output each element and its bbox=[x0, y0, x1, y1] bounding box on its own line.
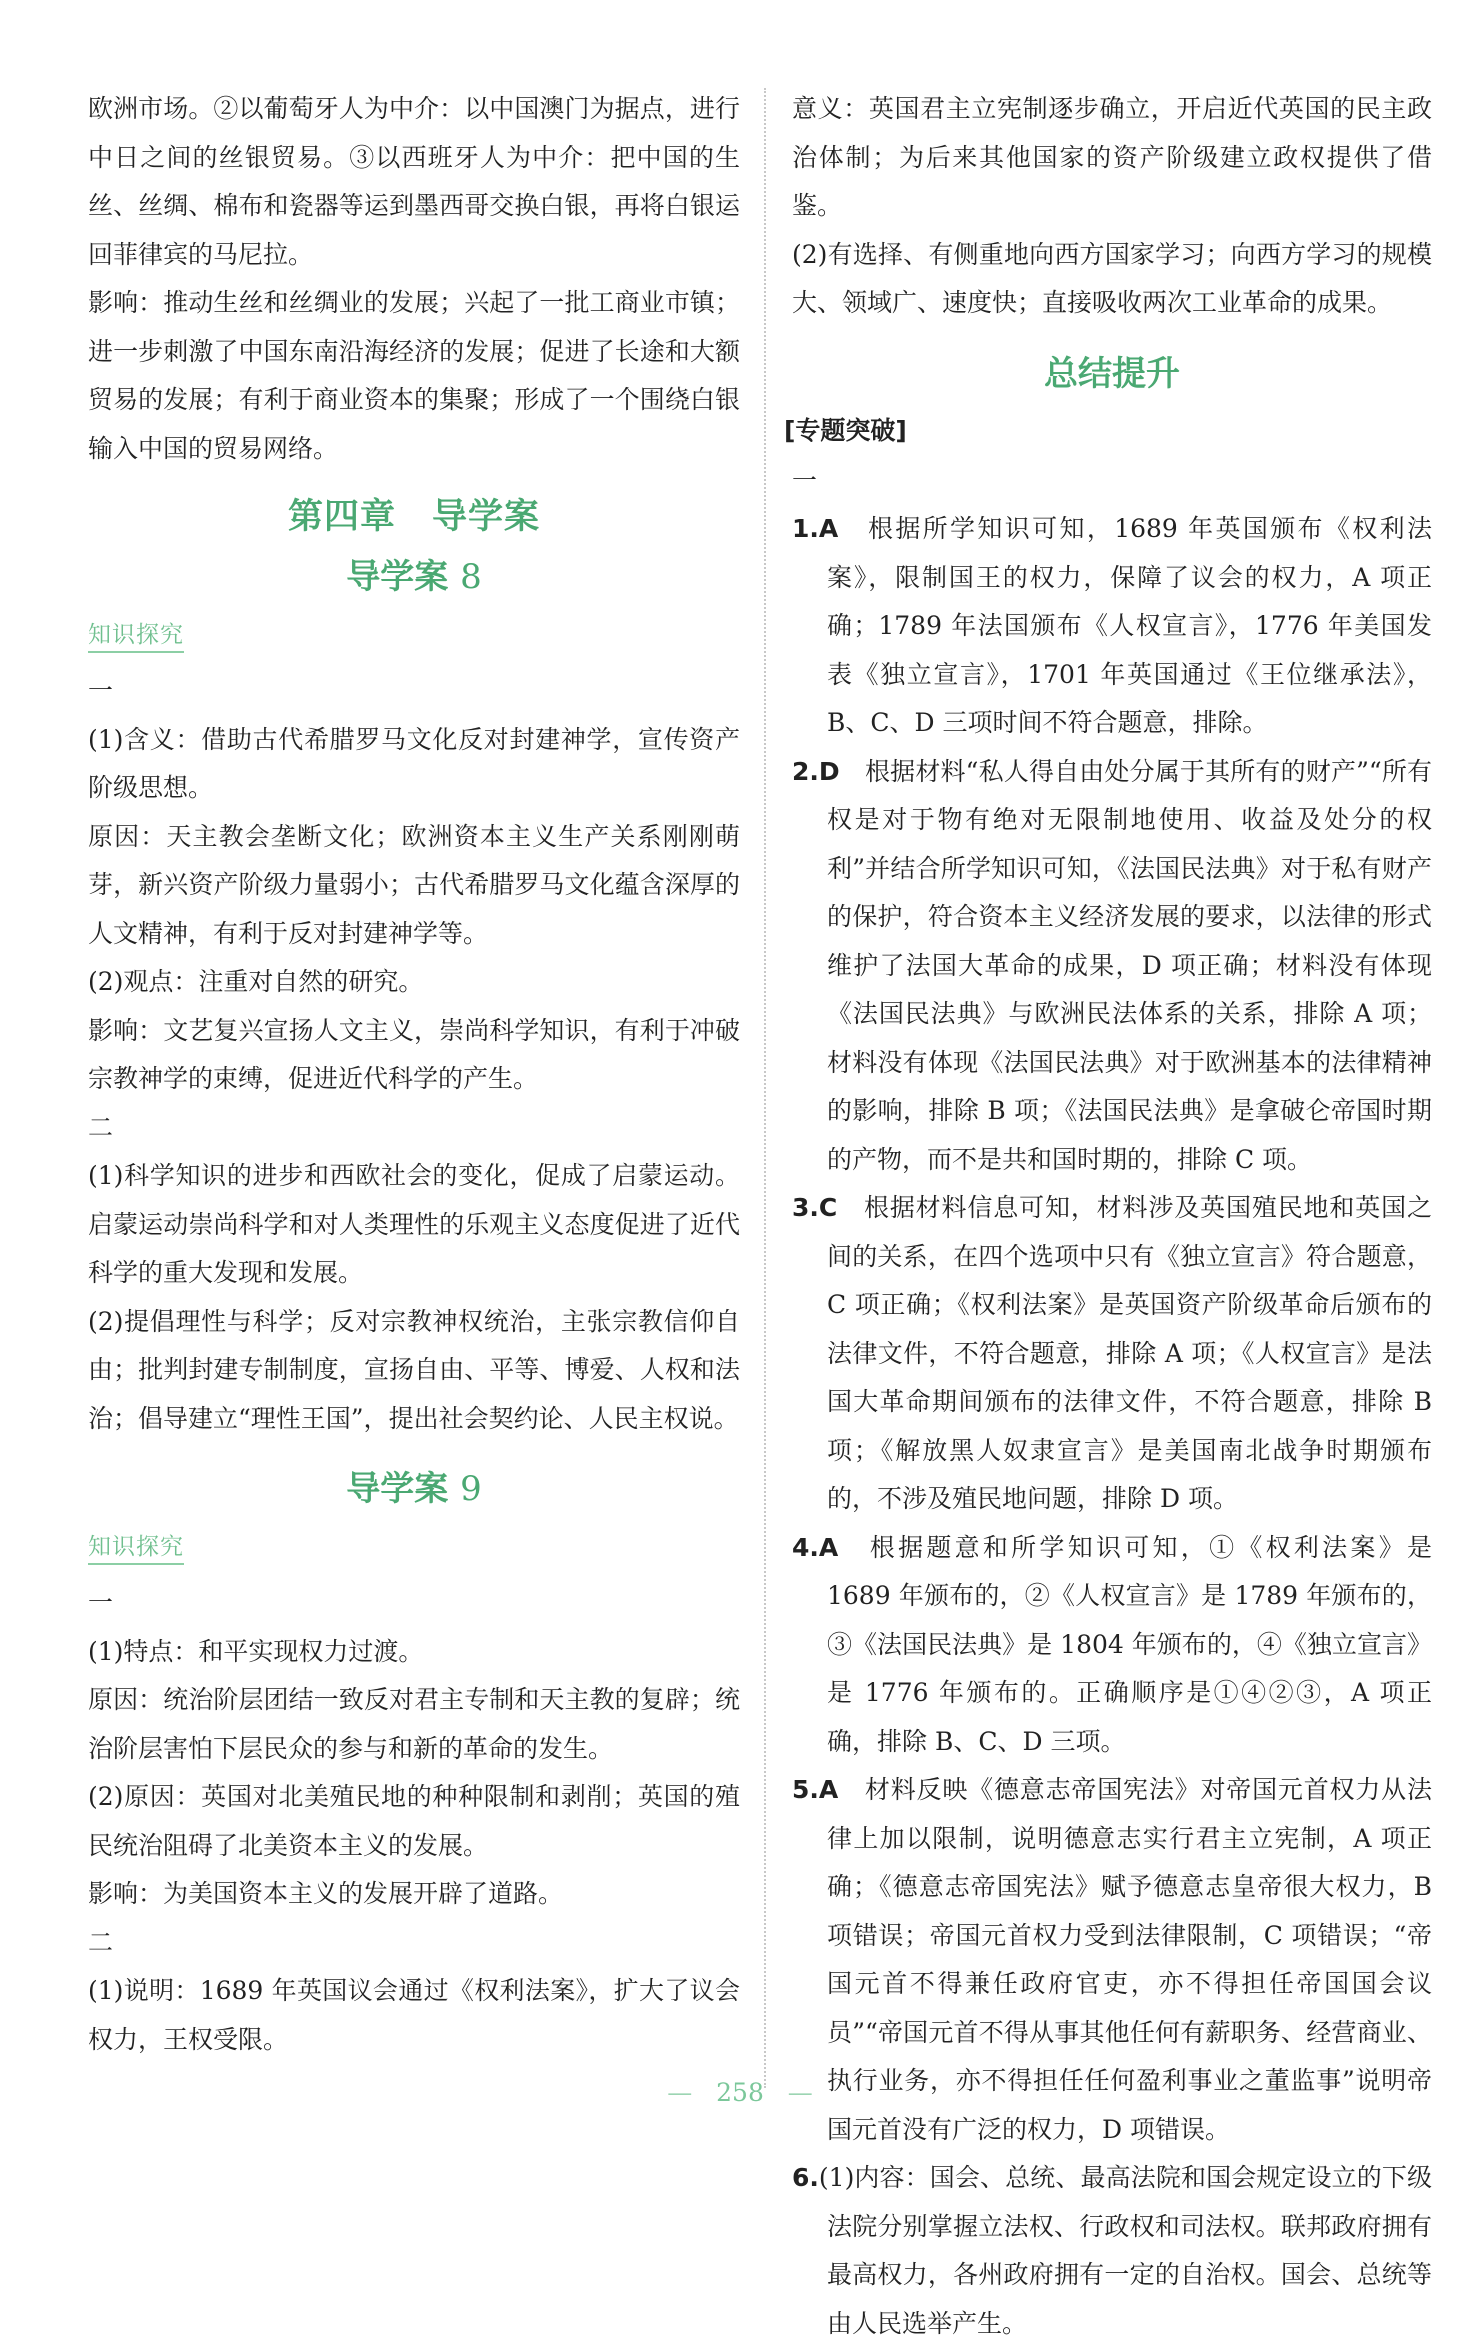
answer-number: 4.A bbox=[792, 1532, 839, 1562]
paragraph: 影响：推动生丝和丝绸业的发展；兴起了一批工商业市镇；进一步刺激了中国东南沿海经济的发展；促进了长途和大额贸易的发展；有利于商业资本的集聚；形成了一个围绕白银输入中国的贸易网络。 bbox=[88, 288, 740, 463]
paragraph: 影响：文艺复兴宣扬人文主义，崇尚科学知识，有利于冲破宗教神学的束缚，促进近代科学的产生。 bbox=[88, 1015, 740, 1093]
heading-number: 9 bbox=[460, 1469, 482, 1509]
section-heading-case-9 bbox=[88, 1461, 740, 1510]
page-number: 258 bbox=[716, 2078, 764, 2107]
paragraph: 原因：统治阶层团结一致反对君主专制和天主教的复辟；统治阶层害怕下层民众的参与和新的革命的发生。 bbox=[88, 1685, 740, 1763]
right-column bbox=[784, 85, 1432, 2348]
knowledge-tag: 知识探究 bbox=[88, 616, 184, 653]
summary-heading: 总结提升 bbox=[1044, 353, 1180, 394]
paragraph: (2)观点：注重对自然的研究。 bbox=[88, 967, 424, 996]
answer-text: 根据题意和所学知识可知，①《权利法案》是 1689 年颁布的，②《人权宣言》是 1789 年颁布的，③《法国民法典》是 1804 年颁布的，④《独立宣言》是 1776 年颁布的。正确顺序是①④②③，A 项正确，排除 B、C、D 三项。 bbox=[827, 1532, 1432, 1756]
answer-number: 2.D bbox=[792, 756, 840, 786]
answer-text: (1)内容：国会、总统、最高法院和国会规定设立的下级法院分别掌握立法权、行政权和司法权。联邦政府拥有最高权力，各州政府拥有一定的自治权。国会、总统等由人民选举产生。 bbox=[818, 2163, 1432, 2338]
answer-number: 3.C bbox=[792, 1193, 838, 1222]
paragraph: (1)含义：借助古代希腊罗马文化反对封建神学，宣传资产阶级思想。 bbox=[88, 724, 740, 802]
heading-text: 导学案 bbox=[346, 1469, 449, 1509]
footer-dash: — bbox=[667, 2078, 693, 2107]
answer-number: 5.A bbox=[792, 1775, 839, 1804]
paragraph: 欧洲市场。②以葡萄牙人为中介：以中国澳门为据点，进行中日之间的丝银贸易。③以西班牙人为中介：把中国的生丝、丝绸、棉布和瓷器等运到墨西哥交换白银，再将白银运回菲律宾的马尼拉。 bbox=[88, 94, 740, 269]
section-marker: 二 bbox=[88, 1927, 114, 1957]
section-marker: 二 bbox=[88, 1112, 114, 1142]
answer-item bbox=[792, 748, 1432, 1185]
paragraph: 意义：英国君主立宪制逐步确立，开启近代英国的民主政治体制；为后来其他国家的资产阶级建立政权提供了借鉴。 bbox=[792, 94, 1432, 220]
answer-text: 根据所学知识可知，1689 年英国颁布《权利法案》，限制国王的权力，保障了议会的权力，A 项正确；1789 年法国颁布《人权宣言》，1776 年美国发表《独立宣言》，1701 年英国通过《王位继承法》，B、C、D 三项时间不符合题意，排除。 bbox=[827, 514, 1432, 737]
paragraph: (2)原因：英国对北美殖民地的种种限制和剥削；英国的殖民统治阻碍了北美资本主义的发展。 bbox=[88, 1782, 740, 1860]
answer-number: 1.A bbox=[792, 514, 839, 543]
left-column bbox=[88, 85, 740, 2064]
section-marker: 一 bbox=[88, 1588, 114, 1617]
answer-item bbox=[792, 505, 1432, 748]
section-marker: 一 bbox=[792, 465, 818, 495]
chapter-title: 第四章 导学案 bbox=[287, 497, 540, 537]
page-number-footer bbox=[0, 2078, 1480, 2107]
paragraph: (1)特点：和平实现权力过渡。 bbox=[88, 1636, 424, 1666]
paragraph: (2)有选择、有侧重地向西方国家学习；向西方学习的规模大、领域广、速度快；直接吸收两次工业革命的成果。 bbox=[792, 239, 1432, 317]
heading-text: 导学案 bbox=[346, 557, 449, 597]
paragraph: 影响：为美国资本主义的发展开辟了道路。 bbox=[88, 1879, 564, 1908]
answer-item bbox=[792, 2154, 1432, 2348]
paragraph: 原因：天主教会垄断文化；欧洲资本主义生产关系刚刚萌芽，新兴资产阶级力量弱小；古代希腊罗马文化蕴含深厚的人文精神，有利于反对封建神学等。 bbox=[88, 821, 740, 948]
paragraph: (2)提倡理性与科学；反对宗教神权统治，主张宗教信仰自由；批判封建专制制度，宣扬自由、平等、博爱、人权和法治；倡导建立“理性王国”，提出社会契约论、人民主权说。 bbox=[88, 1306, 740, 1433]
footer-dash: — bbox=[787, 2078, 813, 2107]
answer-item bbox=[792, 1524, 1432, 1767]
answer-text: 材料反映《德意志帝国宪法》对帝国元首权力从法律上加以限制，说明德意志实行君主立宪制，A 项正确；《德意志帝国宪法》赋予德意志皇帝很大权力，B 项错误；帝国元首权力受到法律限制，C 项错误；“帝国元首不得兼任政府官吏，亦不得担任帝国国会议员”“帝国元首不得从事其他任何有薪职务、经营商业、执行业务，亦不得担任任何盈利事业之董监事”说明帝国元首没有广泛的权力，D 项错误。 bbox=[827, 1775, 1432, 2144]
answer-text: 根据材料“私人得自由处分属于其所有的财产”“所有权是对于物有绝对无限制地使用、收益及处分的权利”并结合所学知识可知，《法国民法典》对于私有财产的保护，符合资本主义经济发展的要求，以法律的形式维护了法国大革命的成果，D 项正确；材料没有体现《法国民法典》与欧洲民法体系的关系，排除 A 项；材料没有体现《法国民法典》对于欧洲基本的法律精神的影响，排除 B 项；《法国民法典》是拿破仑帝国时期的产物，而不是共和国时期的，排除 C 项。 bbox=[827, 756, 1432, 1174]
answer-number: 6. bbox=[792, 2163, 819, 2192]
answer-text: 根据材料信息可知，材料涉及英国殖民地和英国之间的关系，在四个选项中只有《独立宣言》符合题意，C 项正确；《权利法案》是英国资产阶级革命后颁布的法律文件，不符合题意，排除 A 项；《人权宣言》是法国大革命期间颁布的法律文件，不符合题意，排除 B 项；《解放黑人奴隶宣言》是美国南北战争时期颁布的，不涉及殖民地问题，排除 D 项。 bbox=[827, 1193, 1432, 1513]
section-heading-case-8 bbox=[88, 549, 740, 598]
column-divider bbox=[764, 88, 766, 2088]
answer-item bbox=[792, 1184, 1432, 1524]
paragraph: (1)科学知识的进步和西欧社会的变化，促成了启蒙运动。启蒙运动崇尚科学和对人类理性的乐观主义态度促进了近代科学的重大发现和发展。 bbox=[88, 1161, 740, 1287]
knowledge-tag: 知识探究 bbox=[88, 1528, 184, 1565]
paragraph: (1)说明：1689 年英国议会通过《权利法案》，扩大了议会权力，王权受限。 bbox=[88, 1976, 740, 2054]
section-marker: 一 bbox=[88, 676, 114, 705]
heading-number: 8 bbox=[460, 557, 482, 597]
topic-label: [专题突破] bbox=[784, 415, 907, 445]
